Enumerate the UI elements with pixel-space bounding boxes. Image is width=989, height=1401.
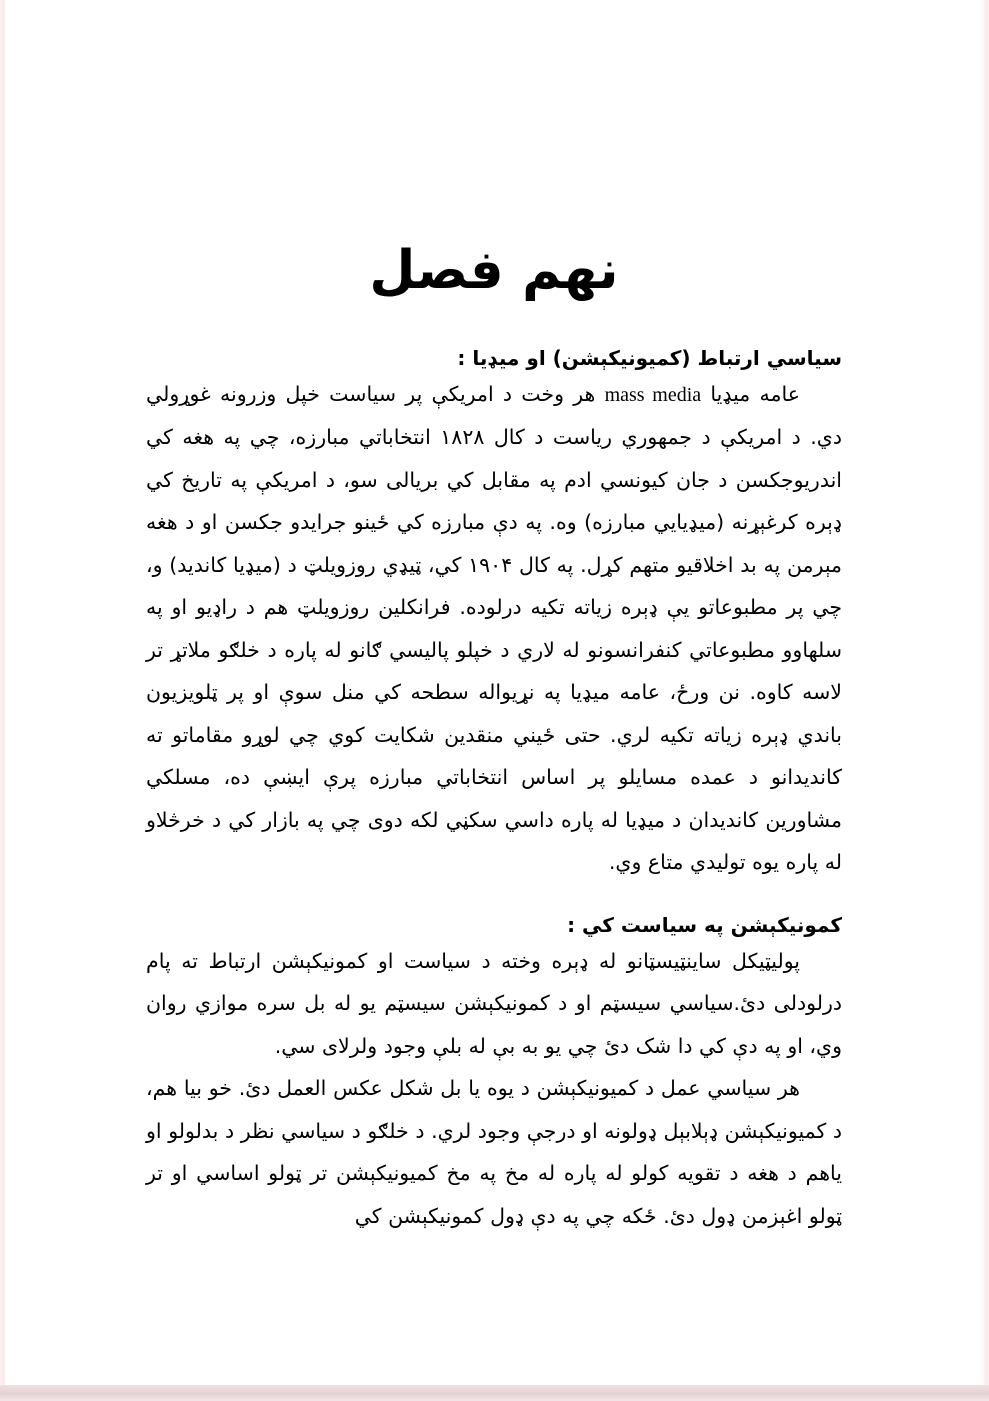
text-column [146,0,842,1385]
section-heading-communication-in-politics: کمونيکېشن په سياست کي : [567,912,842,937]
chapter-title: نهم فصل [369,240,619,301]
paragraph-mass-media-in-american-politics [146,373,842,884]
page-edge-left [0,0,6,1385]
spacer-before-second-heading [146,884,842,910]
paragraph-every-political-act-is-communication: هر سياسي عمل د کميونيکېشن د يوه يا بل شکل عکس العمل دئ. خو بيا هم، د کميونيکېشن ډېلابېل ډولونه او درجې وجود لري. د خلګو د سياسي نظر د بدلولو او ياهم د هغه د تقويه کولو له پاره له مخ په مخ کميونيکېشن تر ټولو اساسي او تر ټولو اغېزمن ډول دئ. ځکه چي په دې ډول کمونيکېشن کي [146,1076,842,1228]
page-sheet [6,0,982,1385]
page-edge-right [982,0,989,1385]
page-edge-bottom [0,1385,989,1401]
spacer-before-first-heading [146,299,842,343]
paragraph-text-lead: عامه ميډيا [701,381,800,406]
paragraph-political-scientists-communication-link: پوليټيکل ساينټيسټانو له ډېره وخته د سياست او کمونيکېشن ارتباط ته پام درلودلی دئ.سياسي سيسټم او د کمونيکېشن سيسټم يو له بل سره موازي روان وي، او په دې کي دا شک دئ چي يو به بې له بلې وجود ولرلای سي. [146,948,842,1058]
paragraph-text-body: هر وخت د امريکې پر سياست خپل وزرونه غوړولي دي. د امريکې د جمهوري رياست د کال ۱۸۲۸ انتخاباتي مبارزه، چي په هغه کي اندريوجکسن د جان کيونسي ادم په مقابل کي بريالی سو، د امريکې په تاريخ کي ډېره کرغېړنه (ميډيايي مبارزه) وه. په دې مبارزه کي ځينو جرايدو جکسن او د هغه مېرمن په بد اخلاقيو متهم کړل. په کال ۱۹۰۴ کي، ټيډي روزويلټ د (ميډيا کانديد) و، چي پر مطبوعاتو يې ډېره زياته تکيه درلوده. فرانکلين روزويلټ هم د راډيو او په سلهاوو مطبوعاتي کنفرانسونو له لاري د خپلو پاليسي ګانو له پاره د خلګو ملاتړ تر لاسه کاوه. نن ورځ، عامه ميډيا په نړيواله سطحه کي منل سوې او پر ټلويزيون باندي ډېره زياته تکيه لري. حتی ځيني منقدين شکايت کوي چي لوړو مقاماتو ته کانديدانو د عمده مسايلو پر اساس انتخاباتي مبارزه پرې ايښې ده، مسلکي مشاورين کانديدان د ميډيا له پاره داسي سکڼي لکه دوی چي په بازار کي د خرڅلاو له پاره يوه توليدي متاع وي. [146,381,843,875]
section-heading-political-communication-and-media: سياسي ارتباط (کميونيکېشن) او ميډيا : [457,345,842,370]
latin-term-mass-media: mass media [604,383,702,406]
